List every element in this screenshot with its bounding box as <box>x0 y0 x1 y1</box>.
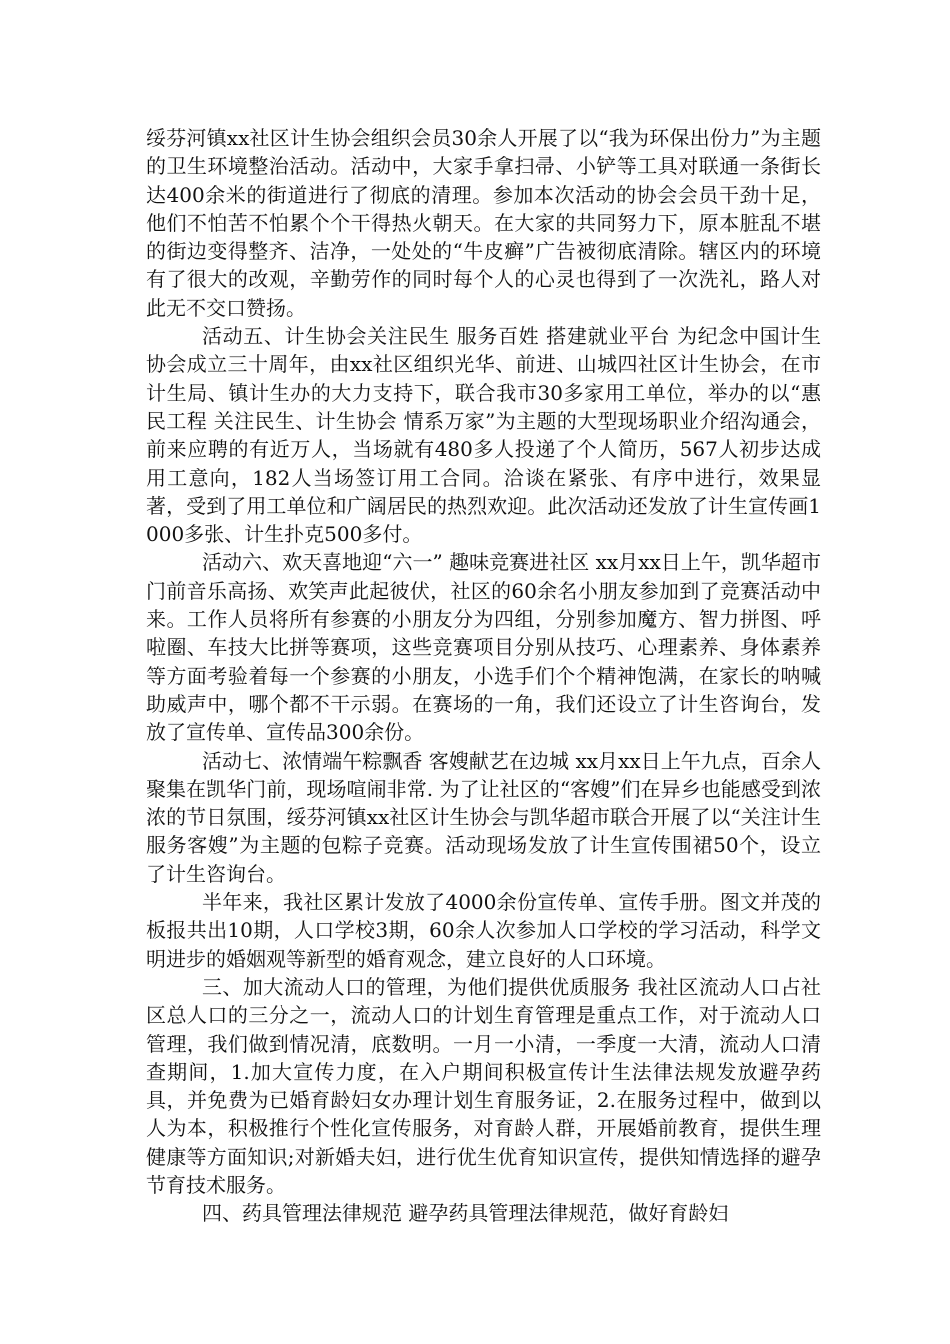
paragraph-activity-seven: 活动七、浓情端午粽飘香 客嫂献艺在边城 xx月xx日上午九点，百余人聚集在凯华门前，现场喧闹非常. 为了让社区的“客嫂”们在异乡也能感受到浓浓的节日氛围，绥芬河镇xx社区计生协会与凯华超市联合开展了以“关注计生 服务客嫂”为主题的包粽子竞赛。活动现场发放了计生宣传围裙50个，设立了计生咨询台。 <box>146 748 821 886</box>
paragraph-activity-six: 活动六、欢天喜地迎“六一” 趣味竞赛进社区 xx月xx日上午，凯华超市门前音乐高扬、欢笑声此起彼伏，社区的60余名小朋友参加到了竞赛活动中来。工作人员将所有参赛的小朋友分为四组，分别参加魔方、智力拼图、呼啦圈、车技大比拼等赛项，这些竞赛项目分别从技巧、心理素养、身体素养等方面考验着每一个参赛的小朋友，小选手们个个精神饱满，在家长的呐喊助威声中，哪个都不干示弱。在赛场的一角，我们还设立了计生咨询台，发放了宣传单、宣传品300余份。 <box>146 550 821 745</box>
document-body <box>146 124 821 1228</box>
paragraph-section-three: 三、加大流动人口的管理，为他们提供优质服务 我社区流动人口占社区总人口的三分之一，流动人口的计划生育管理是重点工作，对于流动人口管理，我们做到情况清，底数明。一月一小清，一季度一大清，流动人口清查期间，1.加大宣传力度，在入户期间积极宣传计生法律法规发放避孕药具，并免费为已婚育龄妇女办理计划生育服务证，2.在服务过程中，做到以人为本，积极推行个性化宣传服务，对育龄人群，开展婚前教育，提供生理健康等方面知识;对新婚夫妇，进行优生优育知识宣传，提供知情选择的避孕节育技术服务。 <box>146 974 821 1197</box>
paragraph-activity-five: 活动五、计生协会关注民生 服务百姓 搭建就业平台 为纪念中国计生协会成立三十周年，由xx社区组织光华、前进、山城四社区计生协会，在市计生局、镇计生办的大力支持下，联合我市30多家用工单位，举办的以“惠民工程 关注民生、计生协会 情系万家”为主题的大型现场职业介绍沟通会，前来应聘的有近万人，当场就有480多人投递了个人简历，567人初步达成用工意向，182人当场签订用工合同。洽谈在紧张、有序中进行，效果显著，受到了用工单位和广阔居民的热烈欢迎。此次活动还发放了计生宣传画1000多张、计生扑克500多付。 <box>146 324 821 547</box>
paragraph-half-year-summary: 半年来，我社区累计发放了4000余份宣传单、宣传手册。图文并茂的板报共出10期，人口学校3期，60余人次参加人口学校的学习活动，科学文明进步的婚姻观等新型的婚育观念，建立良好的人口环境。 <box>146 890 821 971</box>
paragraph-section-four: 四、药具管理法律规范 避孕药具管理法律规范，做好育龄妇 <box>202 1201 729 1226</box>
paragraph-environment-cleanup: 绥芬河镇xx社区计生协会组织会员30余人开展了以“我为环保出份力”为主题的卫生环境整治活动。活动中，大家手拿扫帚、小铲等工具对联通一条街长达400余米的街道进行了彻底的清理。参加本次活动的协会会员干劲十足，他们不怕苦不怕累个个干得热火朝天。在大家的共同努力下，原本脏乱不堪的街边变得整齐、洁净，一处处的“牛皮癣”广告被彻底清除。辖区内的环境有了很大的改观，辛勤劳作的同时每个人的心灵也得到了一次洗礼，路人对此无不交口赞扬。 <box>146 126 821 320</box>
